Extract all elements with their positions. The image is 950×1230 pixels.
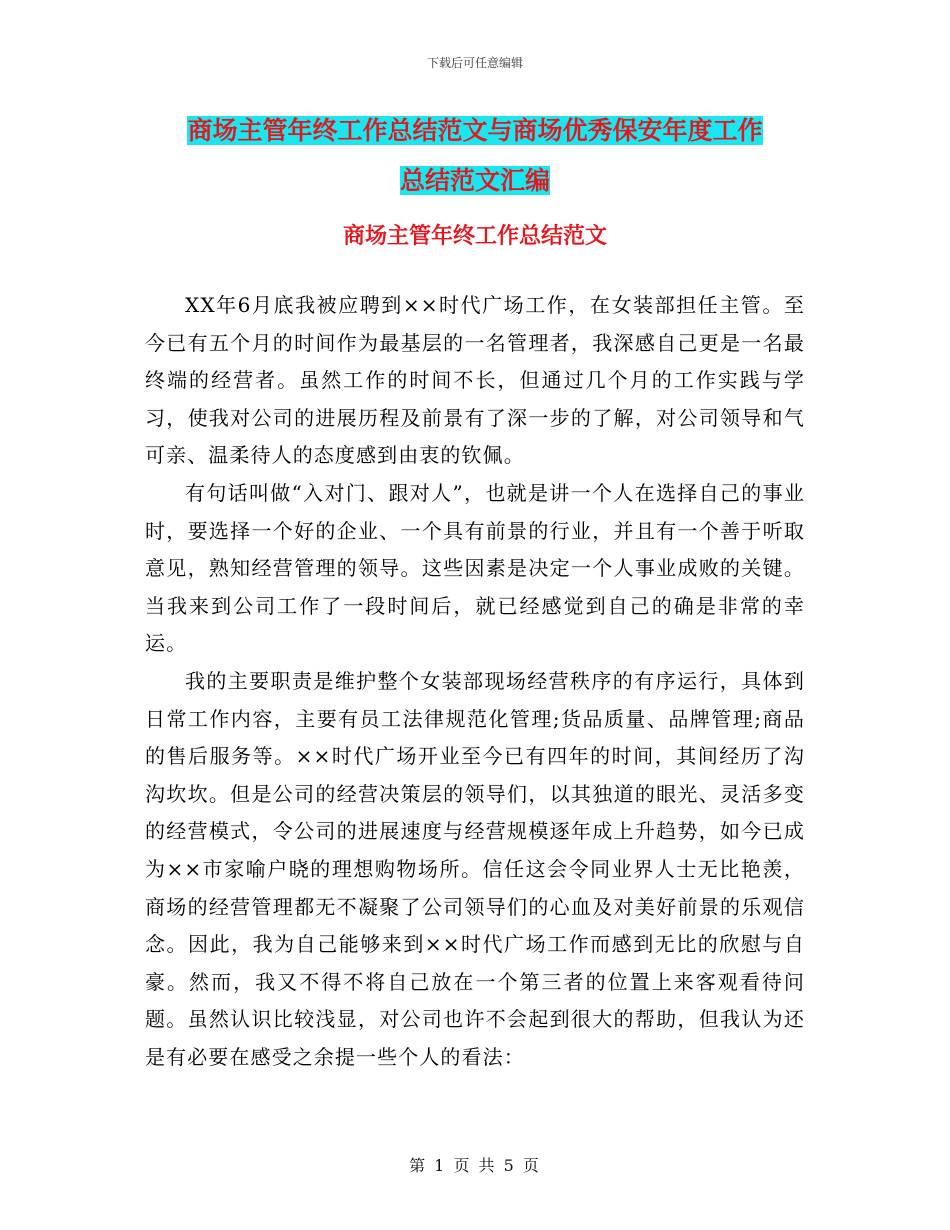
paragraph: XX年6月底我被应聘到××时代广场工作，在女装部担任主管。至今已有五个月的时间作为最基层的一名管理者，我深感自己更是一名最终端的经营者。虽然工作的时间不长，但通过几个月的工作实践与学习，使我对公司的进展历程及前景有了深一步的了解，对公司领导和气可亲、温柔待人的态度感到由衷的钦佩。 [145, 293, 805, 468]
document-title [140, 106, 810, 206]
paragraph: 有句话叫做“入对门、跟对人”，也就是讲一个人在选择自己的事业时，要选择一个好的企业、一个具有前景的行业，并且有一个善于听取意见，熟知经营管理的领导。这些因素是决定一个人事业成败的关键。当我来到公司工作了一段时间后，就已经感觉到自己的确是非常的幸运。 [145, 480, 805, 656]
document-title-line-1: 商场主管年终工作总结范文与商场优秀保安年度工作 [187, 116, 763, 145]
header-note: 下载后可任意编辑 [426, 56, 523, 70]
page-footer: 第 1 页 共 5 页 [409, 1156, 541, 1175]
document-title-line-2: 总结范文汇编 [399, 166, 550, 195]
paragraph: 我的主要职责是维护整个女装部现场经营秩序的有序运行，具体到日常工作内容，主要有员工法律规范化管理;货品质量、品牌管理;商品的售后服务等。××时代广场开业至今已有四年的时间，其间经历了沟沟坎坎。但是公司的经营决策层的领导们，以其独道的眼光、灵活多变的经营模式，令公司的进展速度与经营规模逐年成上升趋势，如今已成为××市家喻户晓的理想购物场所。信任这会令同业界人士无比艳羡，商场的经营管理都无不凝聚了公司领导们的心血及对美好前景的乐观信念。因此，我为自己能够来到××时代广场工作而感到无比的欣慰与自豪。然而，我又不得不将自己放在一个第三者的位置上来客观看待问题。虽然认识比较浅显，对公司也许不会起到很大的帮助，但我认为还是有必要在感受之余提一些个人的看法： [145, 668, 805, 1069]
section-title: 商场主管年终工作总结范文 [342, 224, 607, 249]
document-body [145, 287, 805, 1076]
